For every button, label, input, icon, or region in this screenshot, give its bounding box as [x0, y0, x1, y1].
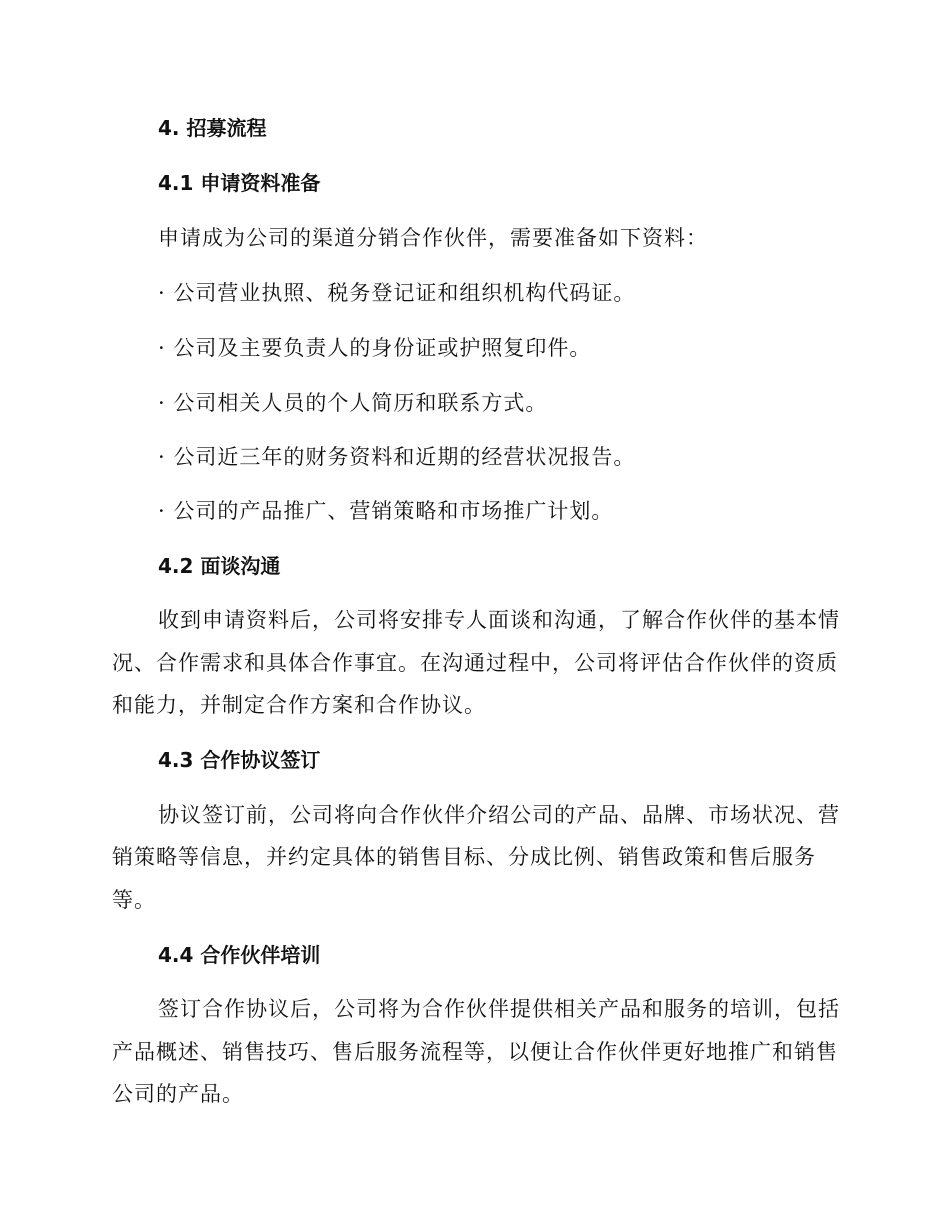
- paragraph-line: 销策略等信息，并约定具体的销售目标、分成比例、销售政策和售后服务: [112, 845, 816, 869]
- paragraph-line: 签订合作协议后，公司将为合作伙伴提供相关产品和服务的培训，包括: [158, 997, 840, 1021]
- list-item: · 公司营业执照、税务登记证和组织机构代码证。: [158, 281, 636, 305]
- paragraph-line: 等。: [112, 888, 156, 912]
- paragraph-line: 产品概述、销售技巧、售后服务流程等，以便让合作伙伴更好地推广和销售: [112, 1040, 838, 1064]
- subsection-heading-4-3: 4.3 合作协议签订: [158, 748, 321, 772]
- subsection-heading-4-4: 4.4 合作伙伴培训: [158, 943, 321, 967]
- paragraph-line: 况、合作需求和具体合作事宜。在沟通过程中，公司将评估合作伙伴的资质: [112, 651, 838, 675]
- list-item: · 公司相关人员的个人简历和联系方式。: [158, 391, 548, 415]
- subsection-heading-4-2: 4.2 面谈沟通: [158, 554, 281, 578]
- list-item: · 公司及主要负责人的身份证或护照复印件。: [158, 336, 592, 360]
- paragraph-line: 协议签订前，公司将向合作伙伴介绍公司的产品、品牌、市场状况、营: [158, 803, 840, 827]
- subsection-heading-4-1: 4.1 申请资料准备: [158, 171, 321, 195]
- section-heading: 4. 招募流程: [158, 116, 267, 140]
- list-item: · 公司的产品推广、营销策略和市场推广计划。: [158, 499, 614, 523]
- paragraph-line: 和能力，并制定合作方案和合作协议。: [112, 693, 486, 717]
- list-item: · 公司近三年的财务资料和近期的经营状况报告。: [158, 445, 636, 469]
- paragraph-line: 公司的产品。: [112, 1082, 244, 1106]
- paragraph-line: 收到申请资料后，公司将安排专人面谈和沟通，了解合作伙伴的基本情: [158, 608, 840, 632]
- paragraph-line: 申请成为公司的渠道分销合作伙伴，需要准备如下资料：: [158, 226, 708, 250]
